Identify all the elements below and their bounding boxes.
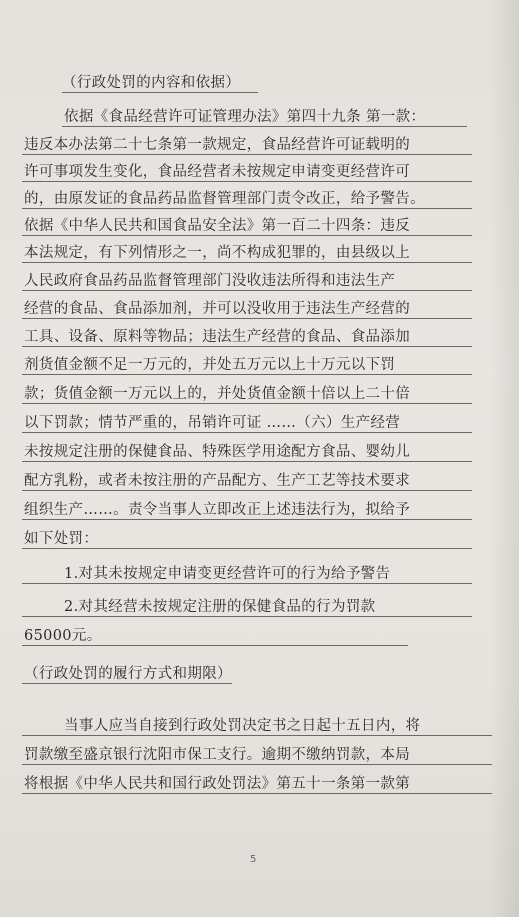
penalty-item-2-amount: 65000元。 bbox=[24, 628, 102, 644]
underline bbox=[22, 403, 472, 404]
body-line: 将根据《中华人民共和国行政处罚法》第五十一条第一款第 bbox=[24, 776, 411, 792]
body-line: 依据《中华人民共和国食品安全法》第一百二十四条：违反 bbox=[24, 218, 411, 234]
body-line: 当事人应当自接到行政处罚决定书之日起十五日内，将 bbox=[64, 718, 421, 734]
underline bbox=[22, 154, 472, 155]
penalty-item-2: 2.对其经营未按规定注册的保健食品的行为罚款 bbox=[64, 599, 376, 615]
underline bbox=[22, 683, 232, 684]
body-line: 剂货值金额不足一万元的，并处五万元以上十万元以下罚 bbox=[24, 357, 396, 373]
underline bbox=[22, 548, 472, 549]
body-line: 违反本办法第二十七条第一款规定，食品经营许可证载明的 bbox=[24, 137, 411, 153]
underline bbox=[22, 461, 472, 462]
body-line: 组织生产……。责令当事人立即改正上述违法行为，拟给予 bbox=[24, 502, 411, 518]
underline bbox=[22, 208, 472, 209]
body-line: 以下罚款；情节严重的，吊销许可证 ……（六）生产经营 bbox=[24, 415, 401, 431]
body-line: 本法规定，有下列情形之一，尚不构成犯罪的，由县级以上 bbox=[24, 245, 411, 261]
underline bbox=[22, 793, 492, 794]
section-heading-execution: （行政处罚的履行方式和期限） bbox=[24, 666, 232, 682]
section-heading-content: （行政处罚的内容和依据） bbox=[62, 75, 241, 91]
body-line: 人民政府食品药品监督管理部门没收违法所得和违法生产 bbox=[24, 273, 396, 289]
page-shadow bbox=[489, 0, 519, 917]
penalty-item-1: 1.对其未按规定申请变更经营许可的行为给予警告 bbox=[64, 566, 391, 582]
body-line: 经营的食品、食品添加剂，并可以没收用于违法生产经营的 bbox=[24, 301, 411, 317]
underline bbox=[22, 764, 492, 765]
underline bbox=[22, 583, 472, 584]
underline bbox=[22, 490, 472, 491]
body-line: 工具、设备、原料等物品；违法生产经营的食品、食品添加 bbox=[24, 329, 411, 345]
body-line: 依据《食品经营许可证管理办法》第四十九条 第一款： bbox=[64, 109, 426, 125]
underline bbox=[22, 262, 472, 263]
body-line: 如下处罚： bbox=[24, 531, 99, 547]
underline bbox=[22, 318, 472, 319]
page-number: 5 bbox=[250, 854, 257, 865]
underline bbox=[22, 290, 472, 291]
underline bbox=[22, 374, 472, 375]
underline bbox=[22, 616, 472, 617]
underline bbox=[22, 645, 408, 646]
body-line: 罚款缴至盛京银行沈阳市保工支行。逾期不缴纳罚款，本局 bbox=[24, 747, 411, 763]
underline bbox=[62, 126, 467, 127]
underline bbox=[22, 235, 472, 236]
body-line: 许可事项发生变化，食品经营者未按规定申请变更经营许可 bbox=[24, 164, 411, 180]
underline bbox=[22, 181, 472, 182]
underline bbox=[62, 92, 258, 93]
underline bbox=[22, 519, 472, 520]
body-line: 款；货值金额一万元以上的，并处货值金额十倍以上二十倍 bbox=[24, 386, 411, 402]
underline bbox=[22, 346, 472, 347]
body-line: 的，由原发证的食品药品监督管理部门责令改正，给予警告。 bbox=[24, 191, 425, 207]
body-line: 配方乳粉，或者未按注册的产品配方、生产工艺等技术要求 bbox=[24, 473, 411, 489]
underline bbox=[22, 735, 492, 736]
body-line: 未按规定注册的保健食品、特殊医学用途配方食品、婴幼儿 bbox=[24, 444, 411, 460]
underline bbox=[22, 432, 472, 433]
